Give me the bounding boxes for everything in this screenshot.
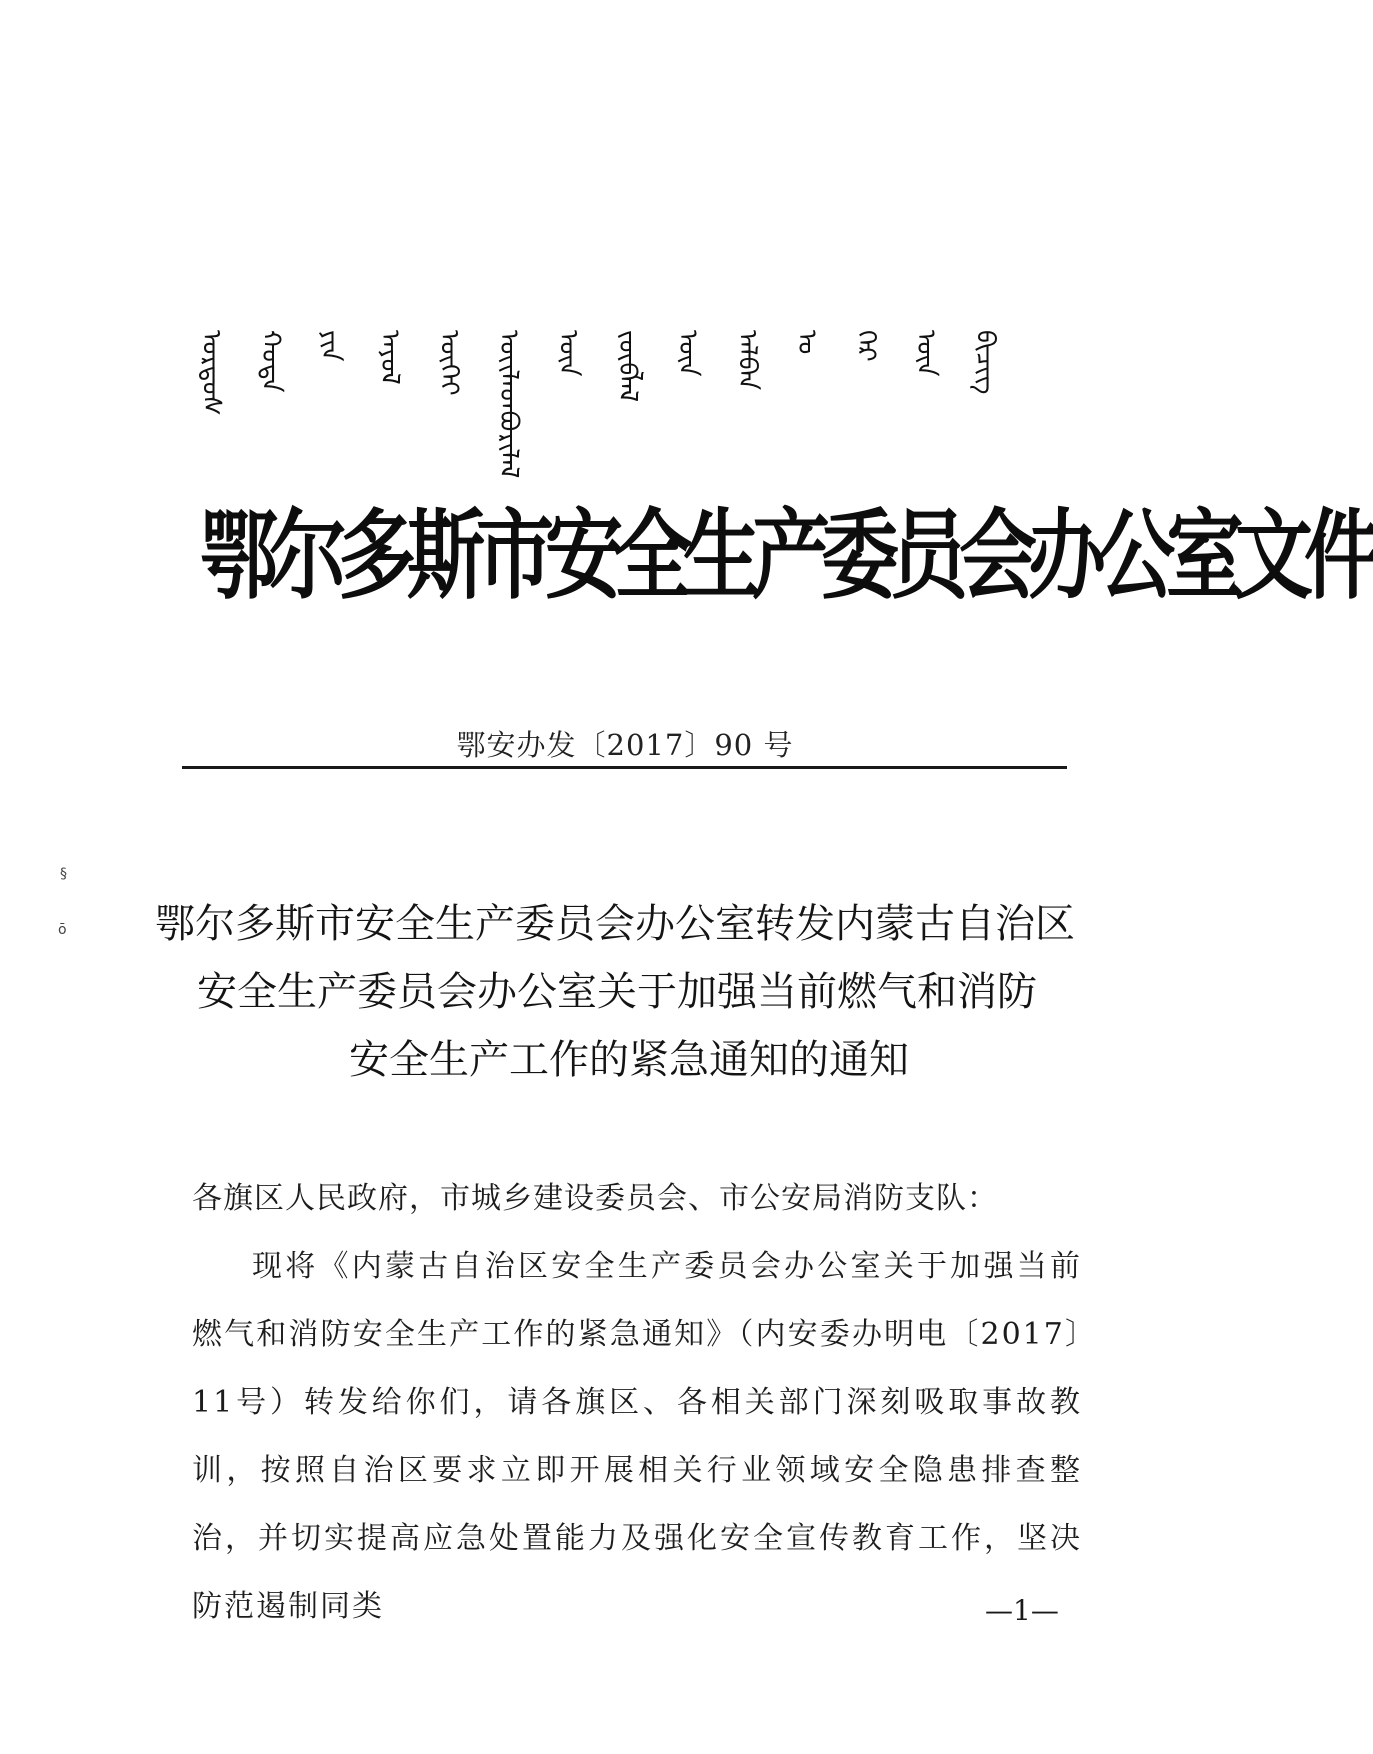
issuer-title: 鄂尔多斯市安全生产委员会办公室文件 (200, 500, 1373, 613)
mongolian-word: ᠦᠭᠡᠢ (434, 330, 465, 396)
notice-body (192, 1165, 1082, 1641)
mongolian-word: ᠦᠨ (553, 330, 584, 377)
notice-subject (0, 890, 1240, 1094)
mongolian-word: ᠵᠥᠪᠯᠡᠯ (612, 330, 643, 403)
mongolian-word: ᠠᠶᠤᠯ (374, 330, 405, 385)
subject-line: 安全生产工作的紧急通知的通知 (349, 1037, 909, 1083)
mongolian-word: ᠦᠨ (910, 330, 941, 377)
document-number: 鄂安办发〔2017〕90 号 (456, 728, 794, 762)
mongolian-word: ᠪᠢᠴᠢᠭ (969, 330, 1000, 395)
mongolian-word: ᠭᠡᠷ (850, 330, 881, 362)
mongolian-word: ᠦᠢᠯᠡᠳᠪᠦᠷᠢᠯᠡᠯ (493, 330, 524, 479)
mongolian-header (196, 330, 1000, 479)
body-paragraph: 现将《内蒙古自治区安全生产委员会办公室关于加强当前燃气和消防安全生产工作的紧急通知》（内安委办明电〔2017〕11号）转发给你们，请各旗区、各相关部门深刻吸取事故教训，按照自治区要求立即开展相关行业领域安全隐患排查整治，并切实提高应急处置能力及强化安全宣传教育工作，坚决防范遏制同类 (192, 1249, 1082, 1624)
page-number: —1— (985, 1594, 1059, 1627)
subject-line: 鄂尔多斯市安全生产委员会办公室转发内蒙古自治区 (155, 901, 1075, 947)
mongolian-word: ᠬᠣᠲᠠ (255, 330, 286, 393)
addressee-line: 各旗区人民政府，市城乡建设委员会、市公安局消防支队： (192, 1181, 998, 1216)
mongolian-word: ᠠᠯᠪᠠᠨ (731, 330, 762, 391)
mongolian-word: ᠦᠨ (672, 330, 703, 377)
subject-line: 安全生产委员会办公室关于加强当前燃气和消防 (197, 969, 1037, 1015)
margin-mark: ō (58, 922, 67, 938)
margin-mark: § (60, 866, 67, 882)
mongolian-word: ᠤ (791, 330, 822, 355)
header-divider (182, 766, 1067, 769)
mongolian-word: ᠣᠷᠳᠣᠰ (196, 330, 226, 416)
mongolian-word: ᠶᠢᠨ (315, 330, 346, 362)
